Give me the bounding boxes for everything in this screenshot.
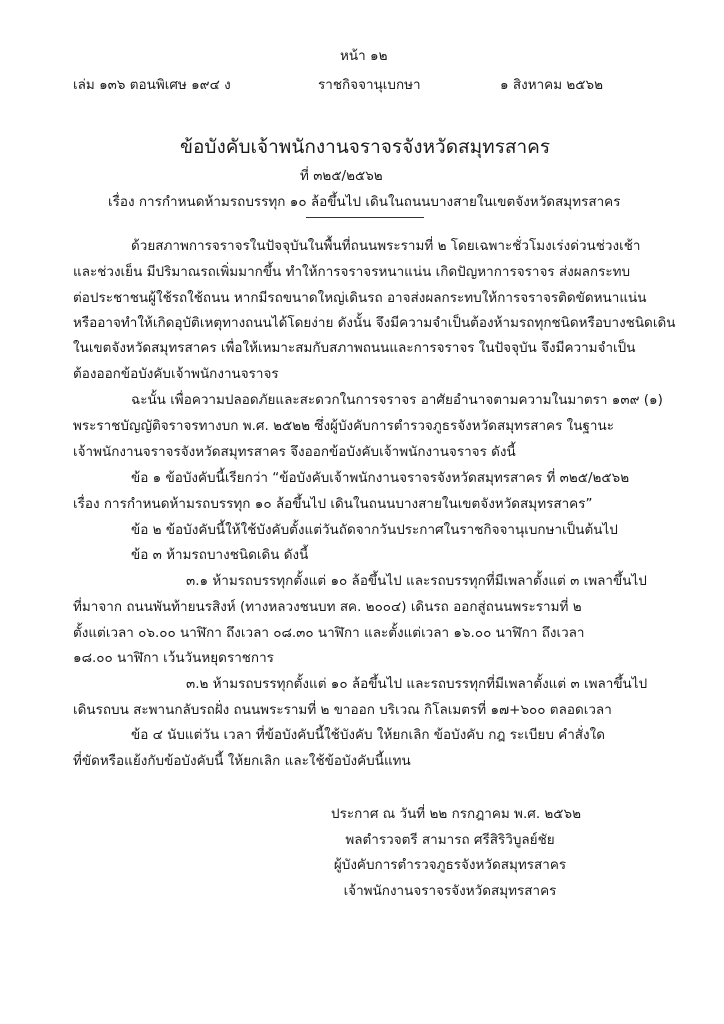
page-number: หน้า ๑๒ <box>340 48 388 64</box>
clause-3-1-line: ๑๘.๐๐ นาฬิกา เว้นวันหยุดราชการ <box>73 650 274 666</box>
body-line: ด้วยสภาพการจราจรในปัจจุบันในพื้นที่ถนนพระรามที่ ๒ โดยเฉพาะชั่วโมงเร่งด่วนช่วงเช้า <box>131 238 641 254</box>
gazette-date: ๑ สิงหาคม ๒๕๖๒ <box>500 77 603 93</box>
document-number: ที่ ๓๒๕/๒๕๖๒ <box>300 168 383 184</box>
clause-2: ข้อ ๒ ข้อบังคับนี้ให้ใช้บังคับตั้งแต่วันถัดจากวันประกาศในราชกิจจานุเบกษาเป็นต้นไป <box>131 522 618 538</box>
clause-3-2-line: เดินรถบน สะพานกลับรถฝั่ง ถนนพระรามที่ ๒ ขาออก บริเวณ กิโลเมตรที่ ๑๗+๖๐๐ ตลอดเวลา <box>73 702 612 718</box>
signatory-position: เจ้าพนักงานจราจรจังหวัดสมุทรสาคร <box>343 883 557 899</box>
body-line: ฉะนั้น เพื่อความปลอดภัยและสะดวกในการจราจร อาศัยอำนาจตามความในมาตรา ๑๓๙ (๑) <box>131 392 663 408</box>
announcement-date: ประกาศ ณ วันที่ ๒๒ กรกฎาคม พ.ศ. ๒๕๖๒ <box>331 806 581 822</box>
document-title: ข้อบังคับเจ้าพนักงานจราจรจังหวัดสมุทรสาคร <box>180 136 551 158</box>
clause-3: ข้อ ๓ ห้ามรถบางชนิดเดิน ดังนี้ <box>131 547 309 563</box>
clause-3-1-line: ตั้งแต่เวลา ๐๖.๐๐ นาฬิกา ถึงเวลา ๐๘.๓๐ นาฬิกา และตั้งแต่เวลา ๑๖.๐๐ นาฬิกา ถึงเวลา <box>73 625 585 641</box>
clause-4-line: ที่ขัดหรือแย้งกับข้อบังคับนี้ ให้ยกเลิก และใช้ข้อบังคับนี้แทน <box>73 753 411 769</box>
signatory-name: พลตำรวจตรี สามารถ ศรีสิริวิบูลย์ชัย <box>345 832 555 848</box>
gazette-volume: เล่ม ๑๓๖ ตอนพิเศษ ๑๙๔ ง <box>73 77 231 93</box>
clause-3-1-line: ที่มาจาก ถนนพันท้ายนรสิงห์ (ทางหลวงชนบท สค. ๒๐๐๔) เดินรถ ออกสู่ถนนพระรามที่ ๒ <box>73 599 582 615</box>
clause-1-line: เรื่อง การกำหนดห้ามรถบรรทุก ๑๐ ล้อขึ้นไป เดินในถนนบางสายในเขตจังหวัดสมุทรสาคร” <box>73 496 593 512</box>
body-line: พระราชบัญญัติจราจรทางบก พ.ศ. ๒๕๒๒ ซึ่งผู้บังคับการตำรวจภูธรจังหวัดสมุทรสาคร ในฐานะ <box>73 418 614 434</box>
body-line: ต้องออกข้อบังคับเจ้าพนักงานจราจร <box>73 366 279 382</box>
gazette-name: ราชกิจจานุเบกษา <box>318 77 421 93</box>
body-line: และช่วงเย็น มีปริมาณรถเพิ่มมากขึ้น ทำให้การจราจรหนาแน่น เกิดปัญหาการจราจร ส่งผลกระทบ <box>73 264 631 280</box>
body-line: หรืออาจทำให้เกิดอุบัติเหตุทางถนนได้โดยง่าย ดังนั้น จึงมีความจำเป็นต้องห้ามรถทุกชนิดหรือบางชนิดเดิน <box>73 315 676 331</box>
signatory-position: ผู้บังคับการตำรวจภูธรจังหวัดสมุทรสาคร <box>333 857 567 873</box>
body-line: ต่อประชาชนผู้ใช้รถใช้ถนน หากมีรถขนาดใหญ่เดินรถ อาจส่งผลกระทบให้การจราจรติดขัดหนาแน่น <box>73 290 647 306</box>
title-divider <box>306 217 424 218</box>
clause-4-line: ข้อ ๔ นับแต่วัน เวลา ที่ข้อบังคับนี้ใช้บังคับ ให้ยกเลิก ข้อบังคับ กฎ ระเบียบ คำสั่งใด <box>131 727 605 743</box>
document-subject: เรื่อง การกำหนดห้ามรถบรรทุก ๑๐ ล้อขึ้นไป เดินในถนนบางสายในเขตจังหวัดสมุทรสาคร <box>108 194 621 210</box>
clause-3-1-line: ๓.๑ ห้ามรถบรรทุกตั้งแต่ ๑๐ ล้อขึ้นไป และรถบรรทุกที่มีเพลาตั้งแต่ ๓ เพลาขึ้นไป <box>186 573 647 589</box>
body-line: เจ้าพนักงานจราจรจังหวัดสมุทรสาคร จึงออกข้อบังคับเจ้าพนักงานจราจร ดังนี้ <box>73 444 516 460</box>
clause-1-line: ข้อ ๑ ข้อบังคับนี้เรียกว่า “ข้อบังคับเจ้าพนักงานจราจรจังหวัดสมุทรสาคร ที่ ๓๒๕/๒๕๖๒ <box>131 470 630 486</box>
clause-3-2-line: ๓.๒ ห้ามรถบรรทุกตั้งแต่ ๑๐ ล้อขึ้นไป และรถบรรทุกที่มีเพลาตั้งแต่ ๓ เพลาขึ้นไป <box>186 676 648 692</box>
body-line: ในเขตจังหวัดสมุทรสาคร เพื่อให้เหมาะสมกับสภาพถนนและการจราจร ในปัจจุบัน จึงมีความจำเป็น <box>73 340 636 356</box>
